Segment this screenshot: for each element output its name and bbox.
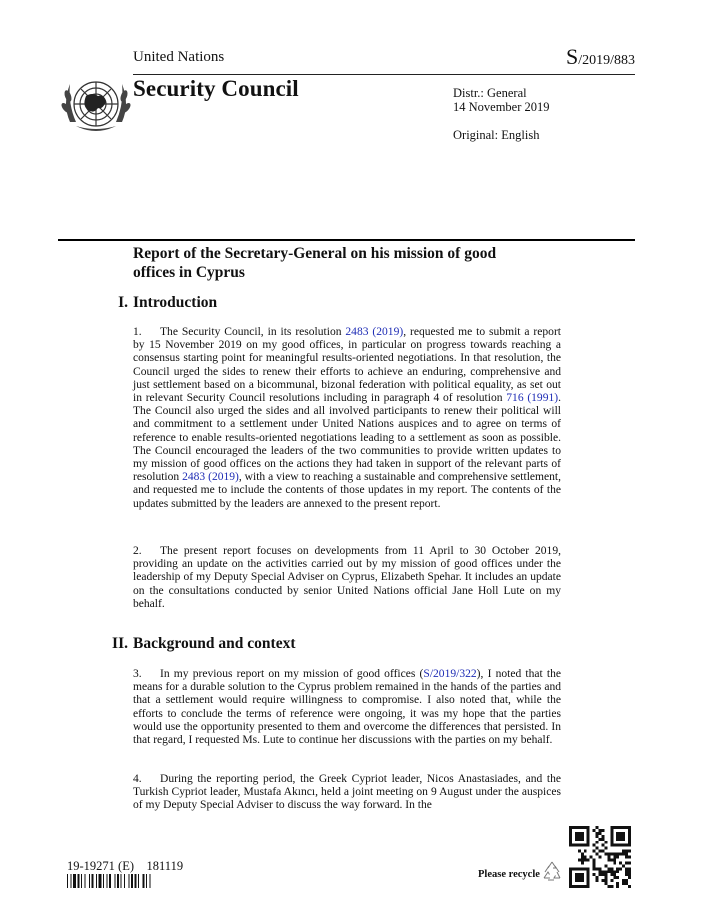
- qr-module: [610, 870, 613, 873]
- issue-date: 14 November 2019: [453, 100, 550, 114]
- job-number: 19-19271 (E) 181119: [67, 859, 184, 873]
- paragraph-text: The present report focuses on developments from 11 April to 30 October 2019, providing an update on the activities carried out by my mission of good offices under the leadership of my Deputy Special Adviser on Cyprus, Elizabeth Spehar. It includes an update on the consultations conducted by senior United Nations official Jane Holl Lute on my behalf.: [133, 545, 561, 610]
- qr-module: [622, 853, 625, 856]
- qr-module: [601, 870, 604, 873]
- qr-module: [625, 867, 628, 870]
- qr-code-icon[interactable]: [568, 826, 632, 888]
- qr-module: [593, 850, 596, 853]
- recycle-icon: [540, 860, 564, 882]
- barcode-bar: [117, 874, 119, 888]
- organization-name: United Nations: [133, 49, 225, 65]
- barcode-bar: [99, 874, 102, 888]
- qr-module: [616, 882, 619, 885]
- qr-module: [575, 832, 584, 841]
- document-title: [133, 244, 573, 282]
- recycle-label: Please recycle: [478, 869, 540, 880]
- title-line-1: Report of the Secretary-General on his mission of good: [133, 245, 497, 262]
- qr-module: [613, 858, 616, 861]
- qr-module: [581, 856, 584, 859]
- qr-module: [622, 882, 625, 885]
- qr-module: [607, 858, 610, 861]
- section-heading-introduction: [100, 294, 400, 314]
- paragraph-number: 2.: [133, 545, 142, 557]
- qr-module: [622, 850, 625, 853]
- title-line-2: offices in Cyprus: [133, 264, 245, 281]
- barcode-icon: [67, 874, 184, 888]
- qr-module: [619, 853, 622, 856]
- qr-module: [625, 856, 628, 859]
- qr-module: [581, 858, 584, 861]
- qr-module: [616, 856, 619, 859]
- section-title: Background and context: [133, 635, 296, 652]
- qr-module: [622, 864, 625, 867]
- barcode-bar: [115, 874, 116, 888]
- qr-module: [596, 853, 599, 856]
- qr-module: [625, 873, 628, 876]
- qr-module: [625, 870, 628, 873]
- barcode-bar: [150, 874, 151, 888]
- qr-module: [613, 870, 616, 873]
- qr-module: [584, 850, 587, 853]
- section-number: I.: [118, 294, 128, 311]
- barcode-bar: [124, 874, 125, 888]
- paragraph-text: The Security Council, in its resolution: [160, 326, 346, 338]
- paragraph-text: . The Council also urged the sides and all involved participants to renew their political will and commitment to a settlement under United Nations auspices and to agree on terms of reference to enable results-oriented negotiations leading to a settlement as soon as possible. The Council encouraged the leaders of the two communities to provide written updates to my mission of good offices on the actions they had taken in support of the relevant parts of resolution: [133, 392, 561, 484]
- qr-module: [625, 853, 628, 856]
- qr-module: [613, 861, 616, 864]
- qr-module: [596, 835, 599, 838]
- qr-module: [625, 882, 628, 885]
- qr-module: [599, 850, 602, 853]
- qr-module: [604, 847, 607, 850]
- qr-module: [616, 853, 619, 856]
- qr-module: [628, 876, 631, 879]
- barcode-bar: [81, 874, 82, 888]
- qr-module: [628, 873, 631, 876]
- qr-module: [616, 885, 619, 888]
- paragraph-text: During the reporting period, the Greek Cypriot leader, Nicos Anastasiades, and the Turkish Cypriot leader, Mustafa Akıncı, held a joint meeting on 9 August under the auspices of my Deputy Special Adviser to discuss the way forward. In the: [133, 773, 561, 812]
- section-number: II.: [112, 635, 128, 652]
- qr-module: [601, 829, 604, 832]
- qr-module: [613, 856, 616, 859]
- qr-module: [596, 876, 599, 879]
- qr-module: [619, 861, 622, 864]
- qr-module: [607, 853, 610, 856]
- barcode-bar: [138, 874, 139, 888]
- qr-module: [584, 858, 587, 861]
- barcode-bar: [96, 874, 97, 888]
- qr-module: [599, 873, 602, 876]
- qr-module: [593, 864, 596, 867]
- qr-module: [599, 832, 602, 835]
- qr-module: [599, 829, 602, 832]
- qr-module: [625, 879, 628, 882]
- barcode-bar: [92, 874, 94, 888]
- qr-module: [596, 879, 599, 882]
- qr-module: [578, 850, 581, 853]
- document-link-s-2019-322[interactable]: S/2019/322: [423, 668, 477, 680]
- barcode-bar: [103, 874, 104, 888]
- qr-module: [596, 867, 599, 870]
- qr-module: [604, 882, 607, 885]
- qr-module: [604, 879, 607, 882]
- qr-module: [619, 867, 622, 870]
- qr-module: [628, 850, 631, 853]
- qr-module: [601, 873, 604, 876]
- qr-module: [625, 850, 628, 853]
- resolution-link-716[interactable]: 716 (1991): [506, 392, 559, 405]
- qr-module: [613, 853, 616, 856]
- qr-module: [596, 826, 599, 829]
- barcode-bar: [129, 874, 130, 888]
- qr-module: [575, 873, 584, 882]
- qr-module: [628, 861, 631, 864]
- qr-module: [601, 838, 604, 841]
- qr-module: [613, 876, 616, 879]
- paragraph-number: 4.: [133, 773, 142, 785]
- symbol-prefix: S: [565, 44, 579, 69]
- qr-module: [581, 853, 584, 856]
- paragraph-2: [133, 545, 561, 611]
- paragraph-number: 1.: [133, 326, 142, 338]
- qr-module: [610, 885, 613, 888]
- barcode-bar: [143, 874, 145, 888]
- qr-module: [599, 856, 602, 859]
- qr-module: [601, 835, 604, 838]
- qr-module: [610, 867, 613, 870]
- barcode-bar: [146, 874, 147, 888]
- header-rule: [133, 74, 635, 75]
- barcode-bar: [71, 874, 72, 888]
- qr-module: [613, 873, 616, 876]
- original-language: Original: English: [453, 128, 540, 142]
- distribution-info: [453, 86, 550, 114]
- qr-module: [601, 879, 604, 882]
- qr-module: [590, 856, 593, 859]
- barcode-bar: [135, 874, 137, 888]
- qr-module: [593, 829, 596, 832]
- qr-module: [604, 853, 607, 856]
- barcode-bar: [78, 874, 80, 888]
- section-heading-background: [100, 635, 500, 655]
- section-title: Introduction: [133, 294, 218, 311]
- qr-module: [593, 861, 596, 864]
- qr-module: [599, 838, 602, 841]
- qr-module: [599, 870, 602, 873]
- qr-module: [604, 873, 607, 876]
- qr-module: [628, 870, 631, 873]
- barcode-bar: [107, 874, 108, 888]
- qr-module: [604, 870, 607, 873]
- symbol-suffix: /2019/883: [578, 53, 635, 68]
- qr-module: [607, 867, 610, 870]
- paragraph-text: , requested me to submit a report by 15 November 2019 on my good offices, in particular on progress towards reaching a consensus starting point for meaningful results-oriented negotiations. In that resolution, the Council urged the sides to renew their efforts to achieve an enduring, comprehensive and just settlement based on a bicommunal, bizonal federation with political equality, as set out in relevant Security Council resolutions including in paragraph 4 of resolution: [133, 326, 562, 405]
- qr-module: [628, 867, 631, 870]
- qr-module: [607, 885, 610, 888]
- barcode-bar: [109, 874, 111, 888]
- qr-module: [622, 879, 625, 882]
- qr-module: [599, 867, 602, 870]
- paragraph-1: [133, 326, 561, 511]
- qr-module: [601, 850, 604, 853]
- qr-module: [593, 873, 596, 876]
- qr-module: [610, 879, 613, 882]
- qr-module: [604, 864, 607, 867]
- un-emblem-icon: [58, 74, 134, 140]
- qr-module: [610, 858, 613, 861]
- body-name: Security Council: [133, 76, 299, 101]
- qr-module: [616, 832, 625, 841]
- barcode-bar: [89, 874, 90, 888]
- qr-module: [616, 876, 619, 879]
- qr-module: [596, 832, 599, 835]
- qr-module: [593, 844, 596, 847]
- paragraph-text: , with a view to reaching a sustainable and comprehensive settlement, and requested me to include the contents of those updates in my report. The contents of the updates submitted by the leaders are annexed to the present report.: [133, 471, 561, 510]
- qr-module: [616, 870, 619, 873]
- barcode-bar: [85, 874, 86, 888]
- qr-module: [607, 870, 610, 873]
- qr-module: [616, 867, 619, 870]
- barcode-bar: [131, 874, 133, 888]
- qr-module: [593, 867, 596, 870]
- qr-module: [604, 841, 607, 844]
- document-symbol: [566, 44, 635, 70]
- qr-module: [596, 841, 599, 844]
- qr-module: [581, 861, 584, 864]
- barcode-bar: [67, 874, 68, 888]
- qr-module: [628, 856, 631, 859]
- paragraph-4: [133, 773, 561, 813]
- barcode-bar: [121, 874, 122, 888]
- resolution-link-2483[interactable]: 2483 (2019): [182, 471, 239, 484]
- qr-module: [584, 856, 587, 859]
- qr-module: [593, 858, 596, 861]
- qr-module: [601, 844, 604, 847]
- qr-module: [628, 885, 631, 888]
- qr-module: [610, 873, 613, 876]
- qr-module: [607, 856, 610, 859]
- qr-module: [587, 858, 590, 861]
- title-rule: [58, 239, 635, 241]
- barcode-bar: [73, 874, 76, 888]
- distribution: Distr.: General: [453, 86, 527, 100]
- paragraph-3: [133, 668, 561, 747]
- qr-module: [610, 853, 613, 856]
- qr-module: [625, 861, 628, 864]
- qr-module: [578, 858, 581, 861]
- qr-module: [604, 876, 607, 879]
- paragraph-text: ), I noted that the means for a durable solution to the Cyprus problem remained in the hands of the parties and that a settlement would require willingness to compromise. I also noted that, while the efforts to conclude the terms of reference were ongoing, it was my hope that the parties would use the opportunity presented to them and overcome the differences that persisted. In that regard, I requested Ms. Lute to continue her discussions with the parties on my behalf.: [133, 668, 562, 747]
- resolution-link-2483[interactable]: 2483 (2019): [345, 326, 404, 338]
- paragraph-text: In my previous report on my mission of good offices (: [160, 668, 424, 680]
- paragraph-number: 3.: [133, 668, 142, 680]
- qr-module: [596, 847, 599, 850]
